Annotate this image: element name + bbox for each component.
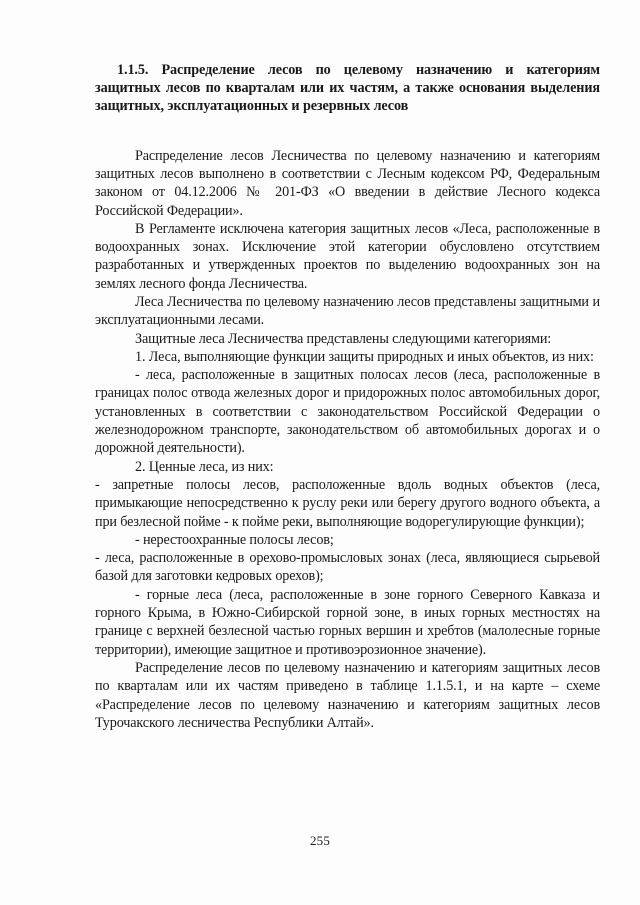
list-item-prohibited-strips: - запретные полосы лесов, расположенные вдоль водных объектов (леса, примыкающие непосредственно к руслу реки или берегу другого водного объекта, а при безлесной пойме - к пойме реки, выполняющие водорегулирующие функции); [95,476,600,530]
section-heading: 1.1.5. Распределение лесов по целевому назначению и категориям защитных лесов по кварталам или их частям, а также основания выделения защитных, эксплуатационных и резервных лесов [95,62,600,115]
list-item-nut-zones: - леса, расположенные в орехово-промысловых зонах (леса, являющиеся сырьевой базой для заготовки кедровых орехов); [95,550,600,585]
list-item-valuable-forests: 2. Ценные леса, из них: [135,458,274,475]
list-item-spawning-strips: - нерестоохранные полосы лесов; [135,531,334,548]
list-item-protective-strips: - леса, расположенные в защитных полосах лесов (леса, расположенные в границах полос отвода железных дорог и придорожных полос автомобильных дорог, установленных в соответствии с законодательством Российской Федерации о железнодорожном транспорте, законодательством об автомобильных дорогах и о дорожной деятельности). [95,367,600,457]
list-item-mountain-forests: - горные леса (леса, расположенные в зоне горного Северного Кавказа и горного Крыма, в Южно-Сибирской горной зоне, в иных горных местностях на границе с верхней безлесной частью горных вершин и хребтов (малолесные горные территории), имеющие защитное и противоэрозионное значение). [95,586,600,658]
paragraph-regulation: В Регламенте исключена категория защитных лесов «Леса, расположенные в водоохранных зонах. Исключение этой категории обусловлено отсутствием разработанных и утвержденных проектов по выделению водоохранных зон на землях лесного фонда Лесничества. [95,220,600,292]
paragraph-intro: Распределение лесов Лесничества по целевому назначению и категориям защитных лесов выполнено в соответствии с Лесным кодексом РФ, Федеральным законом от 04.12.2006 № 201-ФЗ «О введении в действие Лесного кодекса Российской Федерации». [95,147,600,219]
paragraph-categories-intro: Защитные леса Лесничества представлены следующими категориями: [135,330,552,347]
list-item-protective-functions: 1. Леса, выполняющие функции защиты природных и иных объектов, из них: [135,348,594,365]
paragraph-forest-purpose: Леса Лесничества по целевому назначению лесов представлены защитными и эксплуатационными лесами. [95,293,600,329]
paragraph-distribution-table: Распределение лесов по целевому назначению и категориям защитных лесов по кварталам или их частям приведено в таблице 1.1.5.1, и на карте – схеме «Распределение лесов по целевому назначению и категориям защитных лесов Турочакского лесничества Республики Алтай». [95,659,600,731]
page-content [95,61,600,732]
page-number: 255 [309,833,331,848]
body-text [95,147,600,733]
